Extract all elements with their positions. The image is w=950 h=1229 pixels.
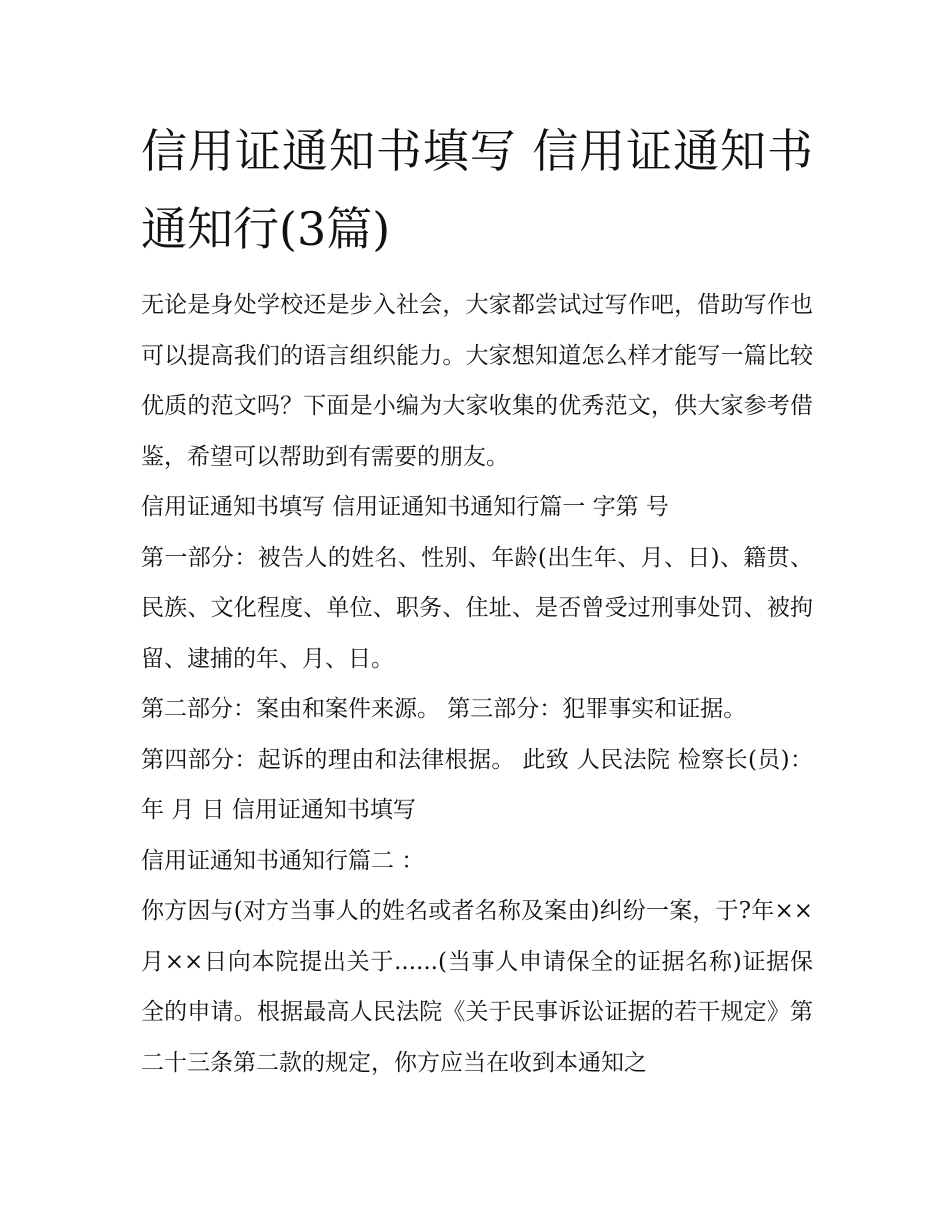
paragraph-section-two-three: 第二部分：案由和案件来源。 第三部分：犯罪事实和证据。 (141, 696, 747, 722)
paragraph-section-four: 第四部分：起诉的理由和法律根据。 此致 人民法院 检察长(员)： 年 月 日 信用证通知书填写 (141, 746, 813, 823)
document-page (141, 112, 813, 1088)
paragraph-heading-part-one: 信用证通知书填写 信用证通知书通知行篇一 字第 号 (141, 494, 669, 520)
document-title: 信用证通知书填写 信用证通知书通知行(3篇) (141, 124, 813, 256)
paragraph-heading-part-two: 信用证通知书通知行篇二 ： (141, 847, 425, 874)
paragraph-notice-body: 你方因与(对方当事人的姓名或者名称及案由)纠纷一案，于?年××月××日向本院提出关于......(当事人申请保全的证据名称)证据保全的申请。根据最高人民法院《关于民事诉讼证据的若干规定》第二十三条第二款的规定，你方应当在收到本通知之 (141, 898, 813, 1076)
paragraph-intro: 无论是身处学校还是步入社会，大家都尝试过写作吧，借助写作也可以提高我们的语言组织能力。大家想知道怎么样才能写一篇比较优质的范文吗？下面是小编为大家收集的优秀范文，供大家参考借鉴，希望可以帮助到有需要的朋友。 (141, 292, 813, 470)
paragraph-section-one: 第一部分：被告人的姓名、性别、年龄(出生年、月、日)、籍贯、民族、文化程度、单位、职务、住址、是否曾受过刑事处罚、被拘留、逮捕的年、月、日。 (141, 544, 813, 672)
